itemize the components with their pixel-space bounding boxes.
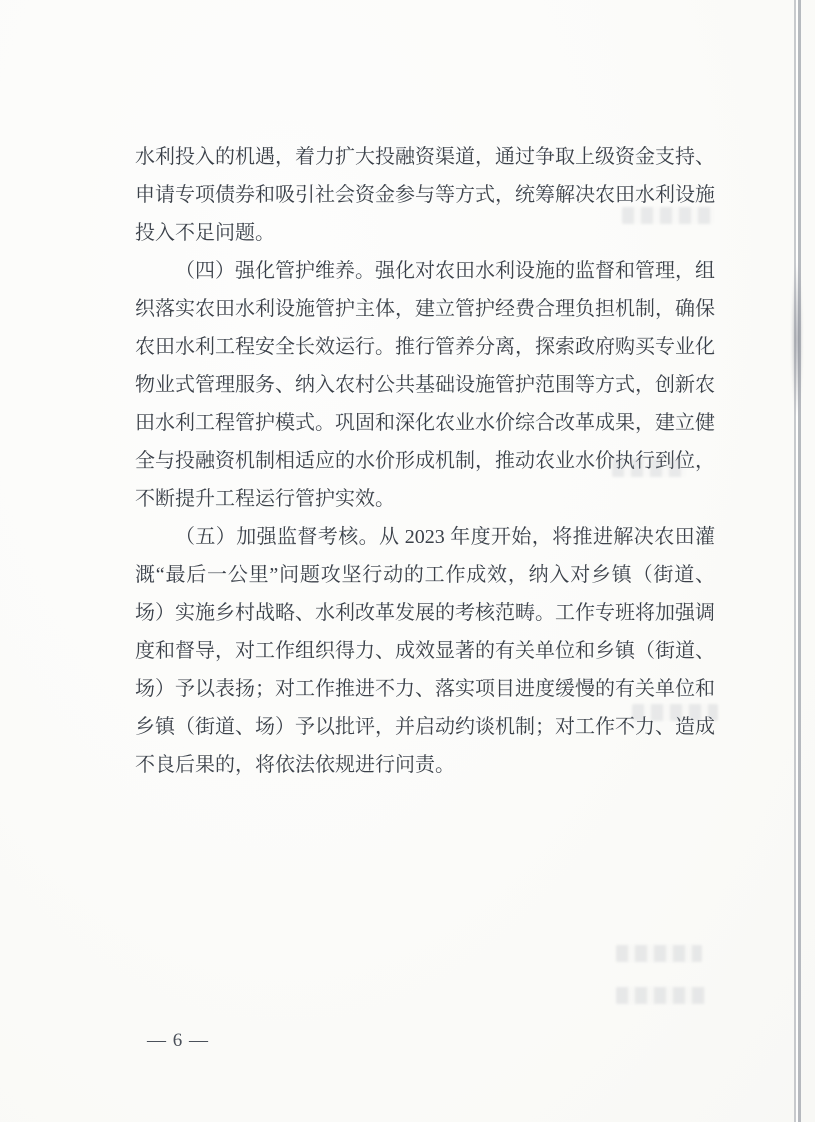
page-number: — 6 —	[147, 1030, 209, 1051]
bleed-through-smudge	[622, 207, 714, 224]
bleed-through-smudge	[612, 458, 686, 477]
paragraph-item-four: （四）强化管护维养。强化对农田水利设施的监督和管理，组织落实农田水利设施管护主体，建立管护经费合理负担机制，确保农田水利工程安全长效运行。推行管养分离，探索政府购买专业化物业式管理服务、纳入农村公共基础设施管护范围等方式，创新农田水利工程管护模式。巩固和深化农业水价综合改革成果，建立健全与投融资机制相适应的水价形成机制，推动农业水价执行到位，不断提升工程运行管护实效。	[135, 260, 715, 510]
paragraph-continuation: 水利投入的机遇，着力扩大投融资渠道，通过争取上级资金支持、申请专项债券和吸引社会资金参与等方式，统筹解决农田水利设施投入不足问题。	[135, 146, 715, 244]
page-edge-shadow	[794, 0, 802, 1122]
bleed-through-smudge	[616, 945, 702, 962]
bleed-through-smudge	[632, 704, 718, 721]
page-edge-shadow-bulge	[791, 262, 803, 417]
paragraph-item-five: （五）加强监督考核。从 2023 年度开始，将推进解决农田灌溉“最后一公里”问题攻坚行动的工作成效，纳入对乡镇（街道、场）实施乡村战略、水利改革发展的考核范畴。工作专班将加强调度和督导，对工作组织得力、成效显著的有关单位和乡镇（街道、场）予以表扬；对工作推进不力、落实项目进度缓慢的有关单位和乡镇（街道、场）予以批评，并启动约谈机制；对工作不力、造成不良后果的，将依法依规进行问责。	[135, 526, 715, 776]
bleed-through-smudge	[616, 987, 706, 1004]
